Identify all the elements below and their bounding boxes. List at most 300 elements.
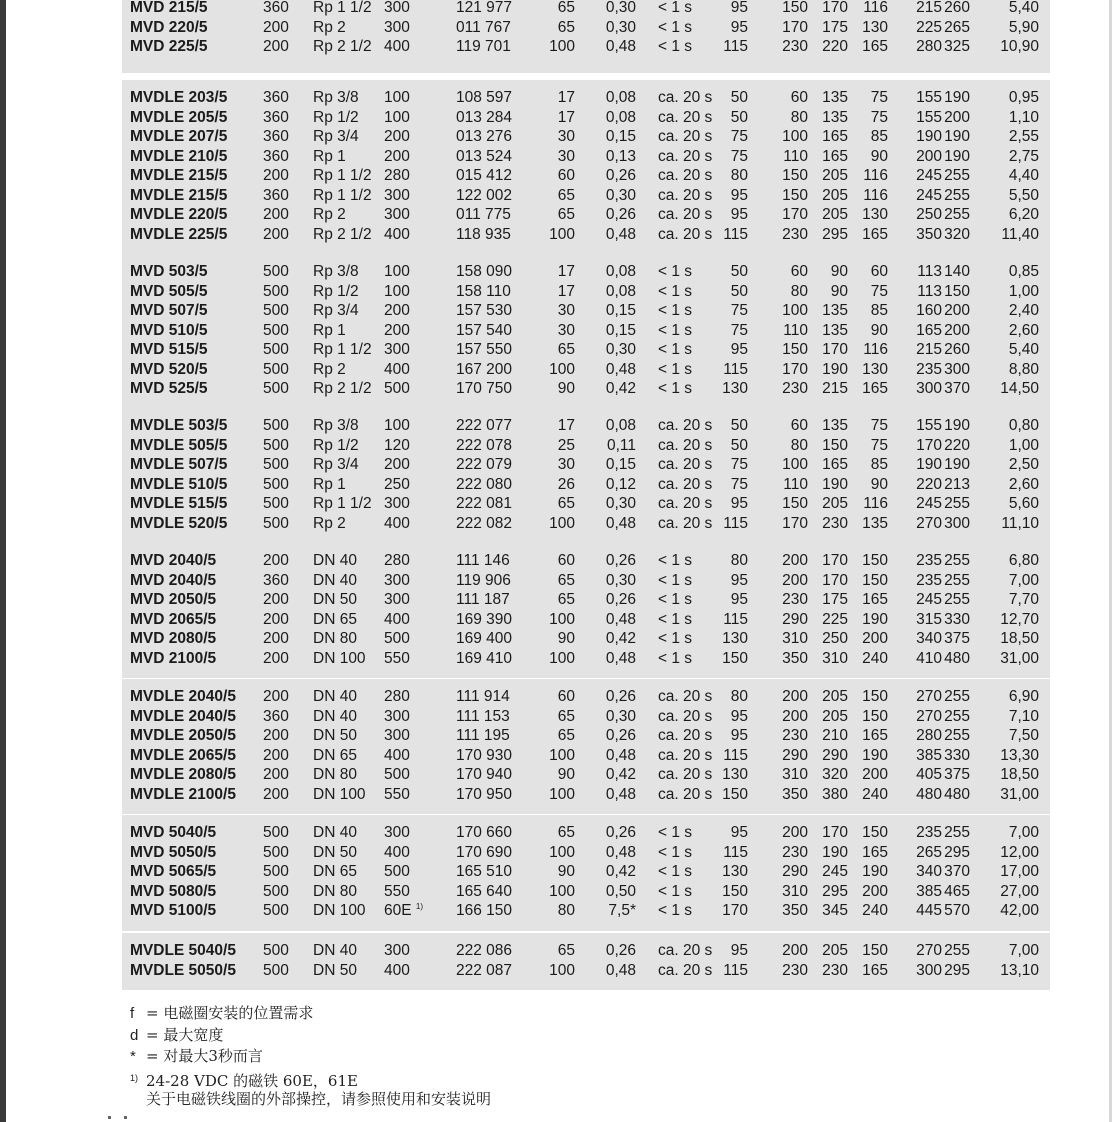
model-name: MVDLE 5050/5	[130, 961, 236, 979]
part-number: 013 276	[456, 128, 513, 145]
closing-time: ca. 20 s	[658, 785, 713, 803]
part-number: 166 150	[456, 902, 513, 919]
dim-d: 60	[870, 263, 888, 280]
dim-f: 190	[944, 89, 970, 106]
dim-b: 110	[783, 147, 808, 165]
dim-e: 235	[916, 571, 942, 589]
power: 0,26	[605, 688, 636, 705]
power: 0,48	[605, 785, 636, 803]
weight: 17,00	[1000, 863, 1039, 880]
model-name: MVDLE 510/5	[130, 475, 228, 493]
part-number: 222 080	[456, 475, 513, 493]
dim-b: 110	[783, 475, 808, 493]
pressure: 200	[263, 38, 289, 55]
power: 0,42	[605, 380, 636, 397]
table-row	[122, 88, 1050, 108]
nominal-size: 100	[549, 514, 575, 532]
dim-a: 75	[730, 128, 748, 145]
weight: 7,00	[1008, 571, 1039, 589]
power: 0,26	[605, 206, 636, 223]
dim-f: 320	[944, 225, 970, 243]
dim-a: 115	[723, 514, 748, 532]
dim-e: 225	[916, 18, 942, 36]
model-name: MVDLE 203/5	[130, 89, 228, 106]
part-number: 222 078	[456, 436, 513, 454]
dim-b: 170	[782, 206, 808, 223]
power: 0,15	[605, 321, 636, 339]
weight: 11,40	[1001, 225, 1039, 243]
dim-b: 100	[782, 456, 808, 473]
model-name: MVD 515/5	[130, 341, 208, 358]
dim-e: 270	[916, 707, 942, 725]
pressure: 500	[263, 417, 289, 434]
nominal-size: 30	[557, 456, 575, 473]
dim-a: 80	[730, 688, 748, 705]
model-name: MVDLE 2040/5	[130, 707, 236, 725]
pressure: 500	[263, 475, 289, 493]
dim-a: 150	[722, 649, 748, 667]
page-edge-marks	[108, 1116, 138, 1122]
dim-f: 260	[944, 0, 970, 16]
dim-b: 350	[782, 902, 808, 919]
nominal-size: 65	[557, 727, 575, 744]
dim-b: 230	[782, 225, 808, 243]
table-row	[122, 147, 1050, 167]
dim-f: 480	[944, 785, 970, 803]
closing-time: ca. 20 s	[658, 766, 713, 783]
dim-a: 95	[730, 727, 748, 744]
dim-f: 325	[944, 38, 970, 55]
dim-c: 310	[822, 649, 848, 667]
table-row	[122, 225, 1050, 245]
connection: Rp 1 1/2	[313, 167, 372, 184]
table-group	[122, 0, 1050, 73]
model-name: MVDLE 225/5	[130, 225, 228, 243]
dim-d: 240	[862, 649, 888, 667]
model-name: MVD 505/5	[130, 282, 208, 300]
dim-f: 255	[944, 591, 970, 608]
dim-c: 175	[822, 591, 848, 608]
table-row	[122, 551, 1050, 571]
dim-c: 205	[822, 942, 848, 959]
closing-time: ca. 20 s	[658, 225, 713, 243]
power: 0,12	[605, 475, 636, 493]
note-f	[130, 1003, 830, 1025]
model-name: MVD 525/5	[130, 380, 208, 397]
nominal-size: 30	[557, 302, 575, 319]
dim-f: 465	[944, 882, 970, 900]
pressure: 500	[263, 495, 289, 512]
footnotes	[130, 1003, 830, 1111]
table-row	[122, 321, 1050, 341]
part-number: 119 701	[456, 38, 511, 55]
weight: 2,55	[1008, 128, 1039, 145]
note-d-text: = 最大宽度	[146, 1025, 224, 1044]
dim-c: 380	[822, 785, 848, 803]
table-group	[122, 815, 1050, 931]
note-d	[130, 1025, 830, 1047]
power: 0,26	[605, 824, 636, 841]
table-row	[122, 687, 1050, 707]
nominal-size: 100	[549, 961, 575, 979]
part-number: 170 950	[456, 785, 513, 803]
model-name: MVD 225/5	[130, 38, 208, 55]
closing-time: ca. 20 s	[658, 206, 713, 223]
table-row	[122, 707, 1050, 727]
dim-d: 190	[862, 610, 888, 628]
model-name: MVDLE 215/5	[130, 167, 228, 184]
flow-rate: 400	[384, 961, 410, 979]
connection: DN 100	[313, 902, 366, 919]
model-name: MVDLE 507/5	[130, 456, 228, 473]
part-number: 119 906	[456, 571, 511, 589]
connection: Rp 2	[313, 18, 346, 36]
dim-b: 170	[782, 18, 808, 36]
dim-c: 170	[822, 824, 848, 841]
nominal-size: 65	[557, 341, 575, 358]
dim-d: 240	[862, 902, 888, 919]
pressure: 500	[263, 263, 289, 280]
dim-e: 155	[916, 417, 942, 434]
flow-rate: 250	[384, 475, 410, 493]
weight: 1,00	[1008, 436, 1039, 454]
dim-c: 135	[822, 321, 848, 339]
dim-f: 255	[944, 552, 970, 569]
dim-f: 255	[944, 727, 970, 744]
connection: Rp 2	[313, 206, 346, 223]
flow-rate: 300	[384, 495, 410, 512]
power: 0,48	[605, 649, 636, 667]
dim-c: 165	[822, 128, 848, 145]
dim-a: 95	[730, 0, 748, 16]
dim-a: 95	[730, 186, 748, 204]
dim-f: 255	[944, 707, 970, 725]
dim-a: 130	[722, 863, 748, 880]
dim-b: 230	[782, 843, 808, 861]
pressure: 500	[263, 302, 289, 319]
nominal-size: 100	[549, 882, 575, 900]
power: 0,30	[605, 571, 636, 589]
connection: DN 80	[313, 766, 357, 783]
power: 7,5*	[608, 902, 636, 919]
table-row	[122, 629, 1050, 649]
pressure: 500	[263, 843, 289, 861]
pressure: 200	[263, 610, 289, 628]
table-group	[122, 679, 1050, 814]
dim-b: 200	[782, 707, 808, 725]
dim-e: 340	[916, 630, 942, 647]
table-group	[122, 408, 1050, 543]
table-row	[122, 127, 1050, 147]
part-number: 167 200	[456, 360, 513, 378]
closing-time: < 1 s	[658, 263, 693, 280]
weight: 5,60	[1008, 495, 1039, 512]
dim-f: 260	[944, 341, 970, 358]
table-row	[122, 262, 1050, 282]
pressure: 500	[263, 514, 289, 532]
model-name: MVD 5050/5	[130, 843, 217, 861]
closing-time: ca. 20 s	[658, 147, 713, 165]
dim-f: 255	[944, 206, 970, 223]
dim-b: 200	[782, 571, 808, 589]
note-d-symbol: d	[130, 1026, 139, 1044]
pressure: 360	[263, 128, 289, 145]
model-name: MVDLE 503/5	[130, 417, 228, 434]
model-name: MVD 510/5	[130, 321, 208, 339]
dim-b: 80	[790, 282, 808, 300]
flow-rate: 60E $^{1)}$	[384, 902, 424, 919]
flow-rate: 300	[384, 707, 410, 725]
dim-d: 85	[870, 456, 888, 473]
closing-time: < 1 s	[658, 649, 693, 667]
model-name: MVDLE 505/5	[130, 436, 228, 454]
model-name: MVD 5065/5	[130, 863, 217, 880]
part-number: 169 410	[456, 649, 513, 667]
model-name: MVDLE 5040/5	[130, 942, 236, 959]
flow-rate: 300	[384, 18, 410, 36]
flow-rate: 300	[384, 591, 410, 608]
dim-a: 75	[730, 321, 748, 339]
closing-time: < 1 s	[658, 341, 693, 358]
flow-rate: 400	[384, 360, 410, 378]
pressure: 200	[263, 649, 289, 667]
connection: Rp 1	[313, 475, 346, 493]
flow-rate: 400	[384, 746, 410, 764]
dim-d: 165	[862, 843, 888, 861]
dim-f: 375	[944, 630, 970, 647]
dim-e: 245	[916, 167, 942, 184]
dim-e: 340	[916, 863, 942, 880]
weight: 11,10	[1001, 514, 1039, 532]
closing-time: < 1 s	[658, 571, 693, 589]
weight: 18,50	[1000, 766, 1039, 783]
dim-f: 190	[944, 417, 970, 434]
connection: DN 40	[313, 707, 357, 725]
dim-e: 215	[916, 341, 942, 358]
power: 0,26	[605, 727, 636, 744]
dim-f: 150	[944, 282, 970, 300]
dim-c: 205	[822, 206, 848, 223]
closing-time: ca. 20 s	[658, 186, 713, 204]
pressure: 200	[263, 206, 289, 223]
model-name: MVD 5040/5	[130, 824, 217, 841]
flow-rate: 500	[384, 766, 410, 783]
dim-e: 165	[916, 321, 942, 339]
nominal-size: 30	[557, 321, 575, 339]
connection: DN 40	[313, 824, 357, 841]
power: 0,26	[605, 552, 636, 569]
weight: 13,30	[1000, 746, 1039, 764]
dim-b: 150	[782, 0, 808, 16]
dim-c: 345	[822, 902, 848, 919]
closing-time: ca. 20 s	[658, 167, 713, 184]
dim-a: 130	[722, 380, 748, 397]
dim-e: 265	[916, 843, 942, 861]
part-number: 222 086	[456, 942, 513, 959]
dim-e: 235	[916, 360, 942, 378]
table-row	[122, 882, 1050, 902]
dim-b: 200	[782, 942, 808, 959]
connection: DN 65	[313, 746, 357, 764]
dim-f: 370	[944, 863, 970, 880]
flow-rate: 550	[384, 785, 410, 803]
flow-rate: 400	[384, 843, 410, 861]
dim-d: 130	[862, 360, 888, 378]
weight: 5,40	[1008, 341, 1039, 358]
dim-a: 95	[730, 206, 748, 223]
power: 0,26	[605, 591, 636, 608]
window-left-edge	[0, 0, 6, 1122]
connection: Rp 3/8	[313, 89, 359, 106]
closing-time: < 1 s	[658, 0, 693, 16]
dim-e: 155	[916, 89, 942, 106]
connection: DN 100	[313, 649, 366, 667]
closing-time: < 1 s	[658, 591, 693, 608]
weight: 14,50	[1000, 380, 1039, 397]
weight: 2,50	[1008, 456, 1039, 473]
dim-e: 280	[916, 727, 942, 744]
power: 0,42	[605, 630, 636, 647]
dim-d: 75	[870, 282, 888, 300]
dim-e: 235	[916, 824, 942, 841]
closing-time: < 1 s	[658, 552, 693, 569]
power: 0,08	[605, 108, 636, 126]
dim-d: 90	[870, 475, 888, 493]
note-footnote-symbol: 1)	[130, 1072, 139, 1083]
flow-rate: 280	[384, 167, 410, 184]
part-number: 169 400	[456, 630, 513, 647]
model-name: MVDLE 2050/5	[130, 727, 236, 744]
pressure: 200	[263, 746, 289, 764]
connection: Rp 2 1/2	[313, 225, 372, 243]
model-name: MVD 5100/5	[130, 902, 217, 919]
dim-d: 130	[862, 206, 888, 223]
part-number: 158 110	[456, 282, 511, 300]
closing-time: ca. 20 s	[658, 961, 713, 979]
flow-rate: 200	[384, 147, 410, 165]
pressure: 500	[263, 436, 289, 454]
pressure: 360	[263, 707, 289, 725]
power: 0,50	[605, 882, 636, 900]
part-number: 170 750	[456, 380, 513, 397]
dim-c: 170	[822, 552, 848, 569]
connection: DN 50	[313, 727, 357, 744]
flow-rate: 100	[384, 417, 410, 434]
dim-a: 95	[730, 707, 748, 725]
closing-time: < 1 s	[658, 360, 693, 378]
model-name: MVDLE 520/5	[130, 514, 228, 532]
model-name: MVD 2080/5	[130, 630, 217, 647]
dim-a: 115	[723, 225, 748, 243]
flow-rate: 400	[384, 225, 410, 243]
closing-time: ca. 20 s	[658, 514, 713, 532]
dim-b: 290	[782, 746, 808, 764]
table-row	[122, 186, 1050, 206]
model-name: MVDLE 207/5	[130, 128, 228, 145]
dim-d: 75	[870, 89, 888, 106]
connection: Rp 2	[313, 514, 346, 532]
dim-b: 80	[790, 436, 808, 454]
connection: Rp 1 1/2	[313, 495, 372, 512]
dim-d: 150	[862, 707, 888, 725]
table-row	[122, 785, 1050, 805]
table-row	[122, 340, 1050, 360]
model-name: MVD 2065/5	[130, 610, 217, 628]
dim-f: 140	[944, 263, 970, 280]
closing-time: ca. 20 s	[658, 89, 713, 106]
pressure: 360	[263, 108, 289, 126]
model-name: MVDLE 220/5	[130, 206, 228, 223]
flow-rate: 550	[384, 649, 410, 667]
dim-e: 160	[916, 302, 942, 319]
flow-rate: 400	[384, 514, 410, 532]
dim-c: 170	[822, 571, 848, 589]
dim-e: 245	[916, 591, 942, 608]
part-number: 111 153	[456, 707, 510, 725]
pressure: 500	[263, 360, 289, 378]
power: 0,48	[605, 360, 636, 378]
dim-a: 170	[722, 902, 748, 919]
model-name: MVD 2040/5	[130, 552, 217, 569]
dim-c: 295	[822, 225, 848, 243]
weight: 7,70	[1008, 591, 1039, 608]
dim-a: 75	[730, 147, 748, 165]
dim-f: 255	[944, 942, 970, 959]
dim-f: 255	[944, 571, 970, 589]
dim-a: 50	[730, 417, 748, 434]
pressure: 500	[263, 882, 289, 900]
dim-b: 110	[783, 321, 808, 339]
power: 0,42	[605, 766, 636, 783]
dim-b: 310	[782, 882, 808, 900]
dim-b: 230	[782, 961, 808, 979]
dim-e: 245	[916, 186, 942, 204]
flow-rate: 100	[384, 89, 410, 106]
dim-b: 80	[790, 108, 808, 126]
closing-time: < 1 s	[658, 38, 693, 55]
part-number: 118 935	[456, 225, 511, 243]
dim-a: 130	[722, 630, 748, 647]
model-name: MVD 220/5	[130, 18, 208, 36]
pressure: 200	[263, 591, 289, 608]
dim-d: 75	[870, 108, 888, 126]
part-number: 222 077	[456, 417, 513, 434]
model-name: MVDLE 2065/5	[130, 746, 236, 764]
connection: DN 50	[313, 843, 357, 861]
nominal-size: 60	[557, 167, 575, 184]
flow-rate: 500	[384, 630, 410, 647]
table-row	[122, 108, 1050, 128]
closing-time: < 1 s	[658, 824, 693, 841]
weight: 7,10	[1008, 707, 1039, 725]
model-name: MVD 215/5	[130, 0, 208, 16]
dim-c: 135	[822, 302, 848, 319]
power: 0,08	[605, 417, 636, 434]
weight: 1,00	[1008, 282, 1039, 300]
table-row	[122, 166, 1050, 186]
dim-b: 200	[782, 824, 808, 841]
dim-e: 113	[917, 282, 942, 300]
dim-d: 190	[862, 746, 888, 764]
dim-d: 165	[862, 380, 888, 397]
pressure: 360	[263, 89, 289, 106]
dim-a: 115	[723, 610, 748, 628]
table-group	[122, 933, 1050, 990]
note-f-text: = 电磁圈安装的位置需求	[146, 1004, 314, 1022]
weight: 0,85	[1008, 263, 1039, 280]
dim-b: 60	[790, 417, 808, 434]
connection: Rp 2 1/2	[313, 38, 372, 55]
